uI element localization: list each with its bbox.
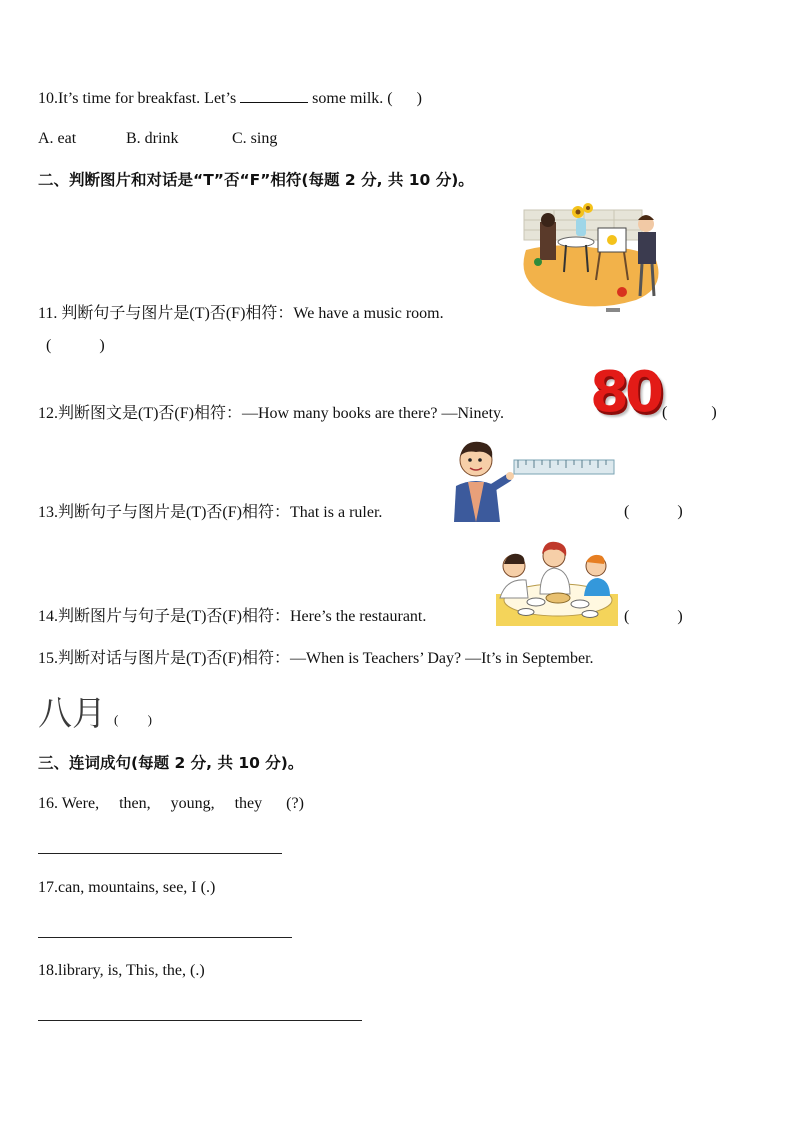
q17-answer-line[interactable] xyxy=(38,937,292,938)
question-16: 16. Were, then, young, they (?) xyxy=(38,795,304,812)
section-3-heading: 三、连词成句(每题 2 分, 共 10 分)。 xyxy=(38,754,304,772)
number-80-image: 80 xyxy=(590,360,660,425)
q10-option-b: B. drink xyxy=(126,130,179,147)
q11-answer-paren[interactable]: ( ) xyxy=(46,337,105,354)
q10-text-before: 10.It’s time for breakfast. Let’s xyxy=(38,90,237,107)
q10-answer-blank[interactable] xyxy=(240,88,308,103)
family-dinner-picture xyxy=(496,538,618,626)
q16-answer-line[interactable] xyxy=(38,853,282,854)
boy-ruler-picture xyxy=(446,438,618,522)
q12-answer-paren[interactable]: ( ) xyxy=(662,404,717,421)
q14-answer-paren[interactable]: ( ) xyxy=(624,608,683,625)
question-17: 17.can, mountains, see, I (.) xyxy=(38,879,216,896)
q10-option-a: A. eat xyxy=(38,130,77,147)
question-14: 14.判断图片与句子是(T)否(F)相符：Here’s the restaurant. xyxy=(38,608,427,625)
q18-answer-line[interactable] xyxy=(38,1020,362,1021)
question-15: 15.判断对话与图片是(T)否(F)相符：—When is Teachers’ Day? —It’s in September. xyxy=(38,650,594,667)
question-12: 12.判断图文是(T)否(F)相符：—How many books are there? —Ninety. xyxy=(38,405,504,422)
question-13: 13.判断句子与图片是(T)否(F)相符：That is a ruler. xyxy=(38,504,383,521)
q13-answer-paren[interactable]: ( ) xyxy=(624,503,683,520)
art-room-picture xyxy=(516,200,672,322)
question-18: 18.library, is, This, the, (.) xyxy=(38,962,205,979)
question-10 xyxy=(38,88,422,109)
section-2-heading: 二、判断图片和对话是“T”否“F”相符(每题 2 分, 共 10 分)。 xyxy=(38,171,474,189)
q10-text-after: some milk. xyxy=(312,90,384,107)
question-11: 11. 判断句子与图片是(T)否(F)相符：We have a music room. xyxy=(38,305,444,322)
august-image: 八月 xyxy=(38,694,106,734)
q10-option-c: C. sing xyxy=(232,130,278,147)
q15-answer-paren[interactable]: ( ) xyxy=(114,712,152,727)
q10-answer-paren[interactable]: ( ) xyxy=(387,90,422,107)
